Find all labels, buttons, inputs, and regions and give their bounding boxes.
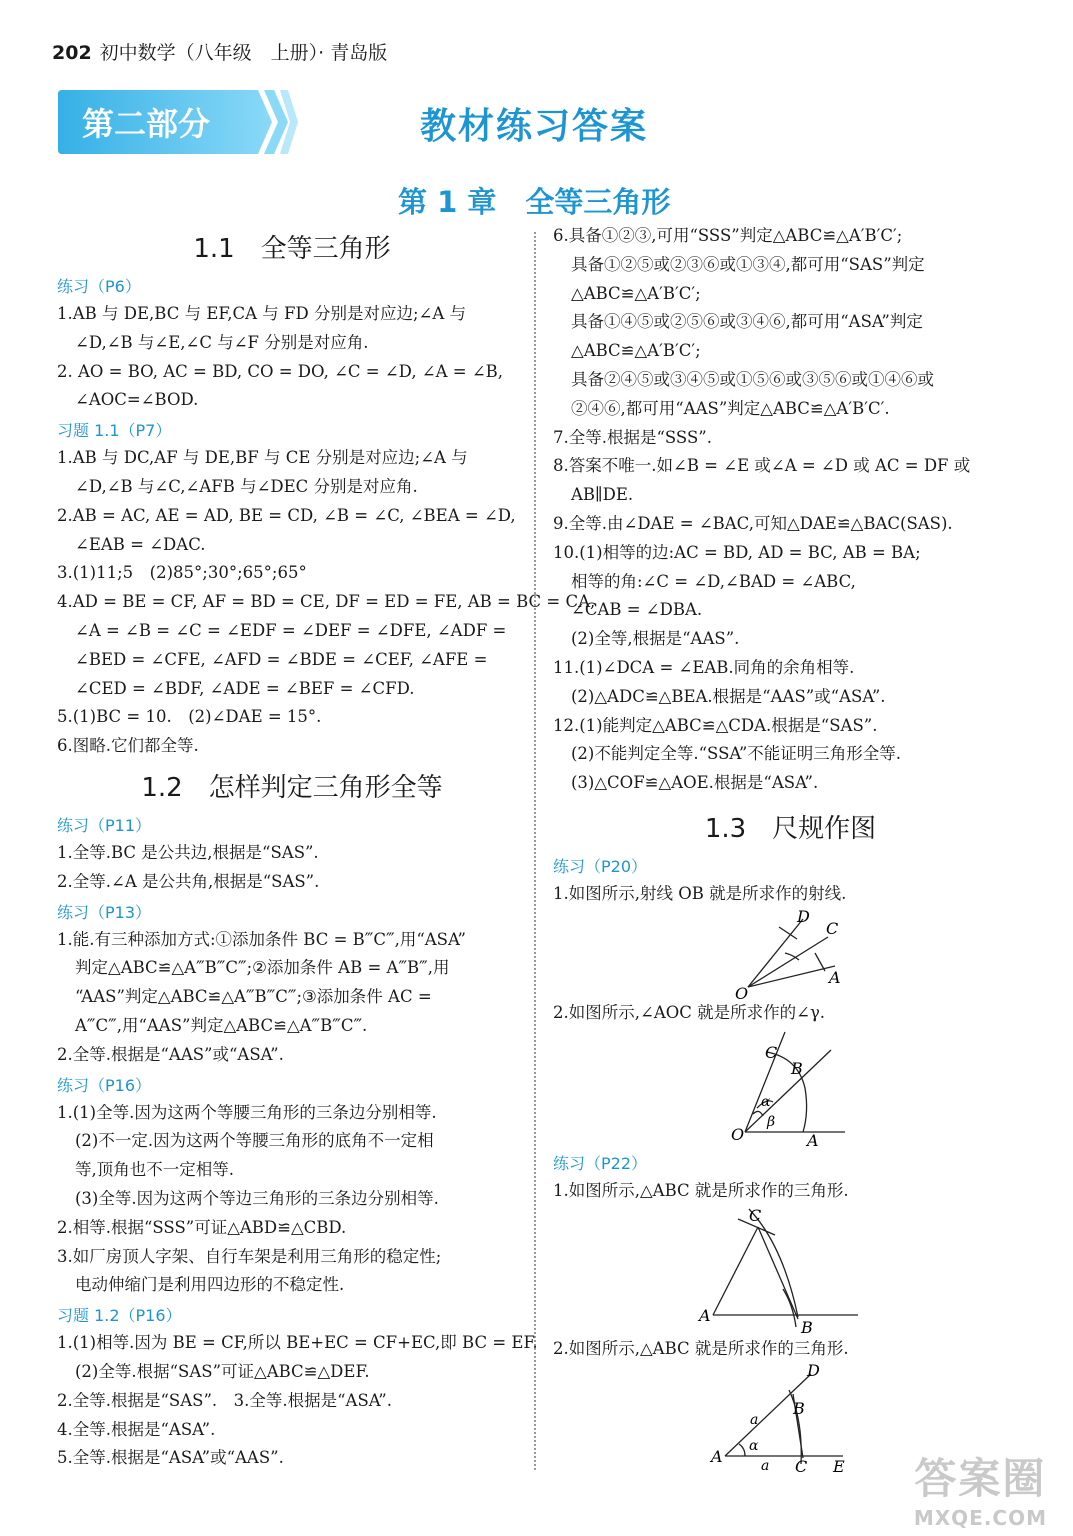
answer-line: ∠D,∠B 与∠C,∠AFB 与∠DEC 分别是对应角. bbox=[75, 476, 418, 496]
answer-line: (3)全等.因为这两个等边三角形的三条边分别相等. bbox=[75, 1188, 439, 1208]
fig2-label-A: A bbox=[807, 1130, 819, 1148]
exercise-heading: 练习（P11） bbox=[57, 815, 152, 835]
fig4-label-B: B bbox=[793, 1399, 805, 1419]
watermark-logo-text: 答案圈 bbox=[914, 1454, 1047, 1503]
answer-line: (2)全等.根据“SAS”可证△ABC≌△DEF. bbox=[75, 1361, 370, 1381]
fig2-label-B: B bbox=[791, 1058, 803, 1078]
page-header bbox=[52, 38, 387, 65]
fig4-label-a-upper: a bbox=[750, 1412, 759, 1429]
banner-title: 教材练习答案 bbox=[420, 106, 649, 147]
section-1-1-title: 1.1 全等三角形 bbox=[193, 234, 391, 264]
fig1-label-A: A bbox=[829, 967, 841, 987]
book-title: 初中数学（八年级 上册）· 青岛版 bbox=[99, 42, 388, 64]
fig2-label-C: C bbox=[765, 1042, 778, 1062]
answer-line: (2)全等,根据是“AAS”. bbox=[571, 629, 740, 649]
fig4-label-C: C bbox=[795, 1457, 808, 1475]
answer-line: 2.全等.根据是“SAS”. 3.全等.根据是“ASA”. bbox=[57, 1390, 392, 1410]
section-1-3-title: 1.3 尺规作图 bbox=[704, 813, 877, 844]
answer-line: “AAS”判定△ABC≌△A‴B‴C‴;③添加条件 AC = bbox=[75, 987, 432, 1007]
fig1-label-C: C bbox=[826, 918, 839, 938]
fig1-label-D: D bbox=[797, 908, 810, 926]
answer-line: 3.如厂房顶人字架、自行车架是利用三角形的稳定性; bbox=[57, 1246, 442, 1266]
answer-line: 10.(1)相等的边:AC = BD, AD = BC, AB = BA; bbox=[553, 542, 921, 562]
answer-line: 7.全等.根据是“SSS”. bbox=[553, 427, 712, 447]
answer-line: 2.如图所示,∠AOC 就是所求作的∠γ. bbox=[553, 1002, 826, 1022]
answer-line: ∠EAB = ∠DAC. bbox=[75, 534, 206, 554]
answer-line: ∠CED = ∠BDF, ∠ADE = ∠BEF = ∠CFD. bbox=[75, 678, 415, 698]
fig4-label-D: D bbox=[807, 1364, 820, 1381]
answer-line: ∠D,∠B 与∠E,∠C 与∠F 分别是对应角. bbox=[75, 332, 369, 352]
banner-shape bbox=[58, 90, 298, 154]
answer-line: 相等的角:∠C = ∠D,∠BAD = ∠ABC, bbox=[571, 571, 856, 591]
answer-line: A‴C‴,用“AAS”判定△ABC≌△A‴B‴C‴. bbox=[75, 1015, 368, 1035]
answer-line: 1.(1)相等.因为 BE = CF,所以 BE+EC = CF+EC,即 BC = EF. bbox=[57, 1333, 538, 1353]
answer-line: 电动伸缩门是利用四边形的不稳定性. bbox=[75, 1275, 345, 1295]
figure-ray-construction bbox=[553, 909, 1028, 999]
answer-line: ∠A = ∠B = ∠C = ∠EDF = ∠DEF = ∠DFE, ∠ADF = bbox=[75, 620, 507, 640]
fig2-label-O: O bbox=[731, 1124, 745, 1144]
answer-line: △ABC≌△A′B′C′; bbox=[571, 341, 701, 361]
fig4-label-a-lower: a bbox=[761, 1458, 770, 1475]
answer-line: 2. AO = BO, AC = BD, CO = DO, ∠C = ∠D, ∠A = ∠B, bbox=[57, 361, 504, 381]
fig2-label-beta: β bbox=[767, 1113, 776, 1130]
answer-line: (2)不一定.因为这两个等腰三角形的底角不一定相 bbox=[75, 1131, 434, 1151]
answer-line: 2.如图所示,△ABC 就是所求作的三角形. bbox=[553, 1339, 849, 1359]
answer-line: 1.如图所示,射线 OB 就是所求作的射线. bbox=[553, 883, 847, 903]
answer-line: 5.(1)BC = 10. (2)∠DAE = 15°. bbox=[57, 707, 322, 727]
chapter-title: 第 1 章 全等三角形 bbox=[398, 185, 671, 219]
answer-line: ∠CAB = ∠DBA. bbox=[571, 600, 703, 620]
answer-line: 1.(1)全等.因为这两个等腰三角形的三条边分别相等. bbox=[57, 1102, 437, 1122]
answer-line: 1.AB 与 DE,BC 与 EF,CA 与 FD 分别是对应边;∠A 与 bbox=[57, 304, 467, 323]
exercise-heading: 练习（P20） bbox=[553, 856, 648, 876]
answer-line: (2)不能判定全等.“SSA”不能证明三角形全等. bbox=[571, 744, 902, 764]
answer-line: (2)△ADC≌△BEA.根据是“AAS”或“ASA”. bbox=[571, 686, 886, 706]
answer-line: 2.全等.∠A 是公共角,根据是“SAS”. bbox=[57, 871, 320, 891]
exercise-heading: 练习（P6） bbox=[57, 277, 141, 296]
fig4-label-E: E bbox=[833, 1457, 845, 1475]
fig3-label-A: A bbox=[699, 1306, 711, 1326]
part-banner bbox=[58, 90, 298, 154]
answer-line: 9.全等.由∠DAE = ∠BAC,可知△DAE≌△BAC(SAS). bbox=[553, 513, 953, 533]
answer-line: 判定△ABC≌△A‴B‴C‴;②添加条件 AB = A‴B‴,用 bbox=[75, 958, 450, 978]
answer-line: 具备①④⑤或②⑤⑥或③④⑥,都可用“ASA”判定 bbox=[571, 312, 923, 332]
fig2-label-alpha: α bbox=[761, 1093, 771, 1110]
watermark-url: MXQE.COM bbox=[913, 1506, 1047, 1530]
left-column bbox=[57, 222, 596, 1473]
answer-line: 11.(1)∠DCA = ∠EAB.同角的余角相等. bbox=[553, 657, 855, 677]
answer-line: 1.全等.BC 是公共边,根据是“SAS”. bbox=[57, 842, 319, 862]
exercise-heading: 练习（P16） bbox=[57, 1075, 152, 1095]
answer-line: 具备②④⑤或③④⑤或①⑤⑥或③⑤⑥或①④⑥或 bbox=[571, 369, 934, 389]
banner-part-label: 第二部分 bbox=[82, 105, 211, 143]
fig4-label-A: A bbox=[711, 1447, 723, 1467]
answer-line: 1.能.有三种添加方式:①添加条件 BC = B‴C‴,用“ASA” bbox=[57, 929, 466, 949]
exercise-heading: 练习（P22） bbox=[553, 1153, 648, 1173]
answer-line: (3)△COF≌△AOE.根据是“ASA”. bbox=[571, 773, 819, 793]
figure-angle-construction bbox=[553, 1028, 1028, 1148]
exercise-heading: 习题 1.1（P7） bbox=[57, 421, 172, 441]
fig3-label-B: B bbox=[801, 1318, 813, 1336]
answer-line: 12.(1)能判定△ABC≌△CDA.根据是“SAS”. bbox=[553, 715, 878, 735]
answer-line: 2.全等.根据是“AAS”或“ASA”. bbox=[57, 1044, 284, 1064]
page-number: 202 bbox=[52, 42, 92, 64]
answer-line: 等,顶角也不一定相等. bbox=[75, 1160, 234, 1180]
fig4-label-alpha: α bbox=[749, 1438, 759, 1455]
answer-line: 4.AD = BE = CF, AF = BD = CE, DF = ED = FE, AB = BC = CA, bbox=[57, 592, 596, 612]
answer-line: ∠AOC=∠BOD. bbox=[75, 390, 199, 410]
column-divider bbox=[534, 232, 536, 1470]
right-column bbox=[553, 222, 1028, 1474]
section-1-2-title: 1.2 怎样判定三角形全等 bbox=[141, 772, 443, 803]
answer-line: 2.AB = AC, AE = AD, BE = CD, ∠B = ∠C, ∠BEA = ∠D, bbox=[57, 505, 516, 525]
answer-line: ②④⑥,都可用“AAS”判定△ABC≌△A′B′C′. bbox=[571, 398, 890, 418]
answer-line: 4.全等.根据是“ASA”. bbox=[57, 1419, 216, 1439]
answer-line: AB∥DE. bbox=[571, 485, 634, 505]
answer-line: ∠BED = ∠CFE, ∠AFD = ∠BDE = ∠CEF, ∠AFE = bbox=[75, 649, 488, 669]
figure-triangle-sss bbox=[553, 1205, 1028, 1335]
answer-line: 2.相等.根据“SSS”可证△ABD≌△CBD. bbox=[57, 1217, 347, 1237]
answer-line: 5.全等.根据是“ASA”或“AAS”. bbox=[57, 1448, 284, 1468]
answer-line: 6.图略.它们都全等. bbox=[57, 736, 199, 756]
fig3-label-C: C bbox=[749, 1206, 762, 1226]
answer-line: 1.AB 与 DC,AF 与 DE,BF 与 CE 分别是对应边;∠A 与 bbox=[57, 448, 468, 468]
watermark bbox=[914, 1446, 1047, 1530]
answer-line: 6.具备①②③,可用“SSS”判定△ABC≌△A′B′C′; bbox=[553, 226, 903, 245]
answer-line: 3.(1)11;5 (2)85°;30°;65°;65° bbox=[57, 563, 307, 583]
answer-line: 8.答案不唯一.如∠B = ∠E 或∠A = ∠D 或 AC = DF 或 bbox=[553, 456, 971, 476]
exercise-heading: 习题 1.2（P16） bbox=[57, 1306, 182, 1326]
exercise-heading: 练习（P13） bbox=[57, 902, 152, 922]
answer-line: △ABC≌△A′B′C′; bbox=[571, 283, 701, 303]
answer-line: 具备①②⑤或②③⑥或①③④,都可用“SAS”判定 bbox=[571, 254, 925, 274]
answer-line: 1.如图所示,△ABC 就是所求作的三角形. bbox=[553, 1180, 849, 1200]
fig1-label-O: O bbox=[735, 983, 749, 999]
